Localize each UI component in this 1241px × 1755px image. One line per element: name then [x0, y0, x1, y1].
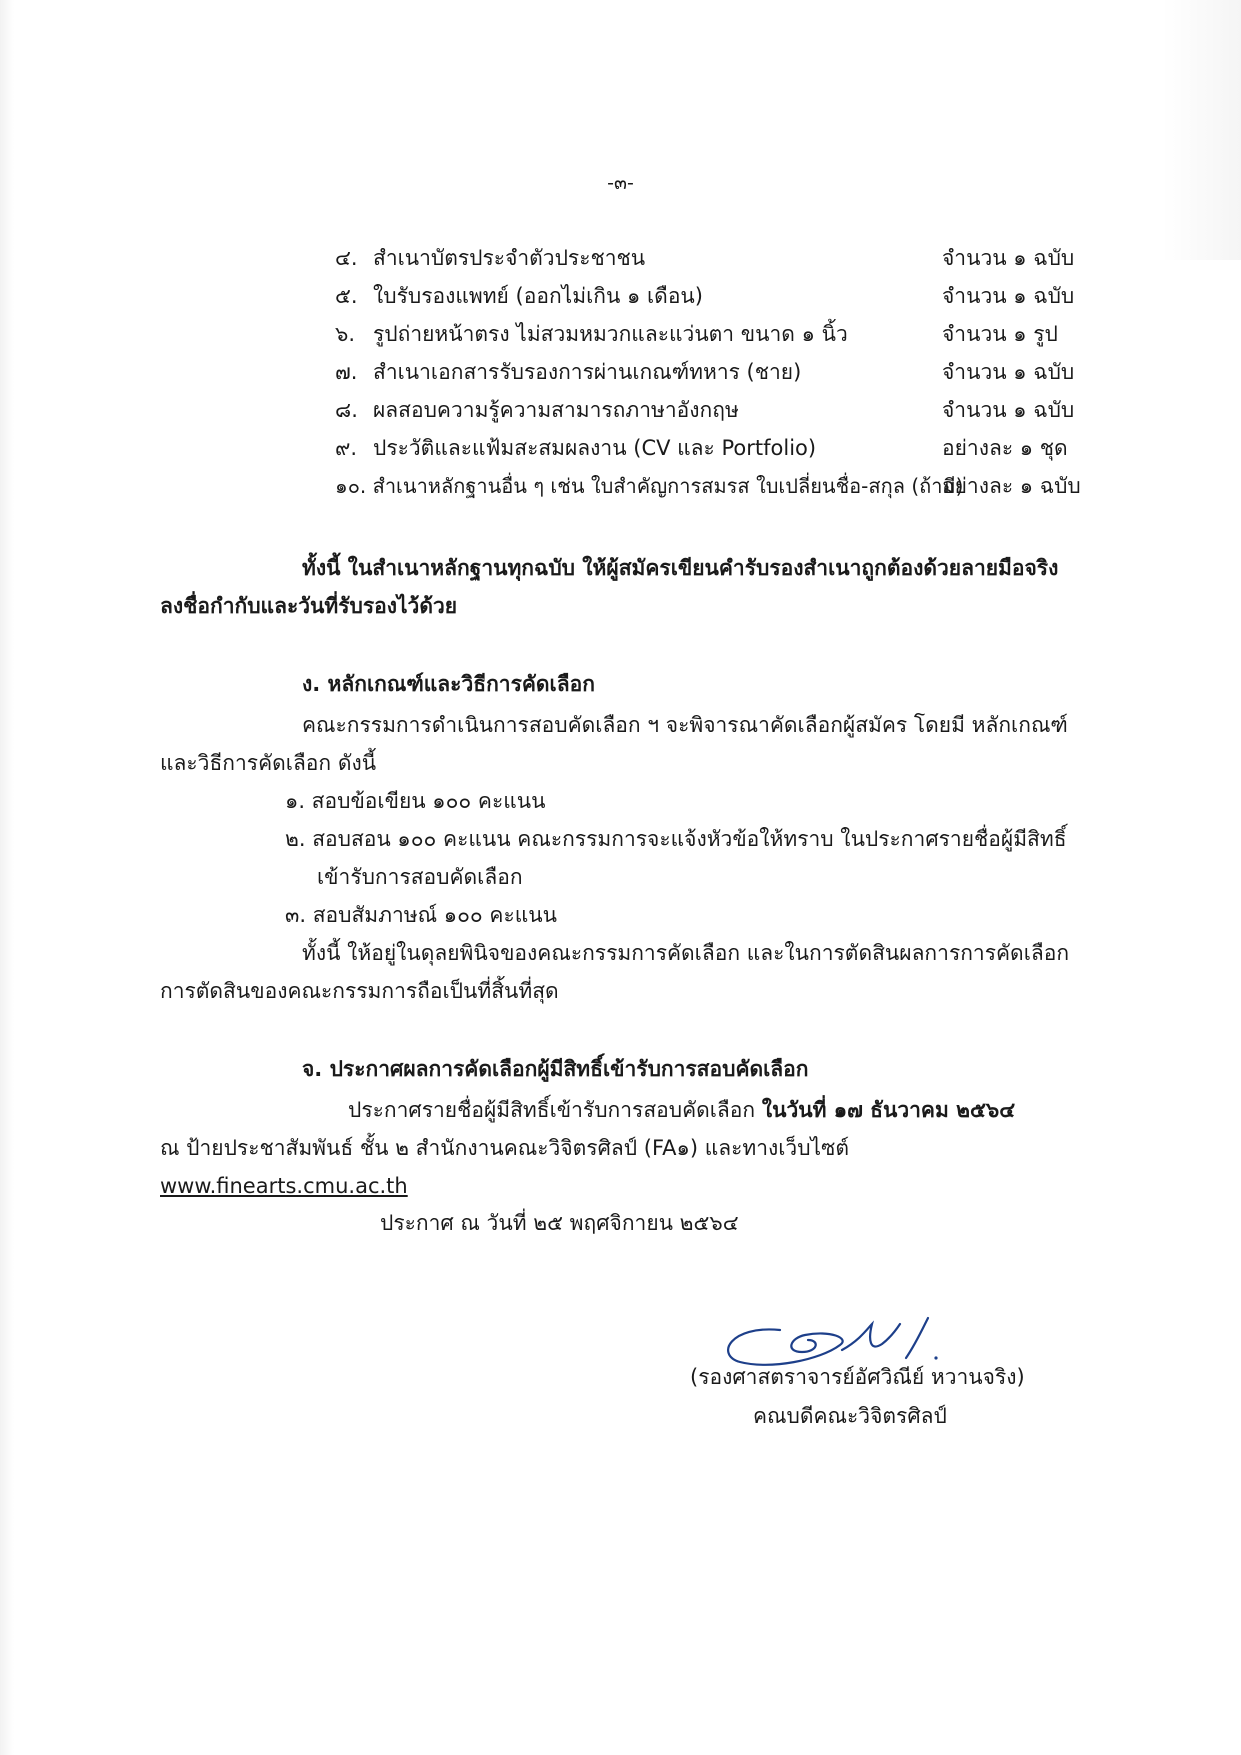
- document-number: ๕.: [335, 284, 358, 308]
- section-e-text: ประกาศรายชื่อผู้มีสิทธิ์เข้ารับการสอบคัดเลือก: [348, 1098, 756, 1122]
- document-quantity: จำนวน ๑ ฉบับ: [942, 246, 1075, 270]
- document-name: ประวัติและแฟ้มสะสมผลงาน (CV และ Portfolio): [373, 436, 817, 460]
- document-number: ๖.: [335, 322, 356, 346]
- document-number: ๗.: [335, 360, 358, 384]
- section-e-body: [160, 1091, 1095, 1205]
- criteria-item-text: ๓. สอบสัมภาษณ์ ๑๐๐ คะแนน: [285, 903, 557, 927]
- document-number: ๙.: [335, 436, 358, 460]
- document-name: ใบรับรองแพทย์ (ออกไม่เกิน ๑ เดือน): [373, 284, 703, 308]
- signatory-name: (รองศาสตราจารย์อัศวิณีย์ หวานจริง): [690, 1365, 1025, 1389]
- document-row: [335, 395, 1095, 433]
- document-name: สำเนาบัตรประจำตัวประชาชน: [373, 246, 646, 270]
- document-quantity: จำนวน ๑ ฉบับ: [942, 398, 1075, 422]
- document-quantity: อย่างละ ๑ ชุด: [942, 436, 1068, 460]
- criteria-item: [285, 896, 1095, 934]
- document-quantity: จำนวน ๑ รูป: [942, 322, 1058, 346]
- criteria-item: [285, 820, 1095, 896]
- document-number: ๔.: [335, 246, 358, 270]
- criteria-item-text: ๑. สอบข้อเขียน ๑๐๐ คะแนน: [285, 789, 546, 813]
- document-row: [335, 357, 1095, 395]
- section-e-date: ในวันที่ ๑๗ ธันวาคม ๒๕๖๔: [761, 1098, 1016, 1122]
- required-documents-list: [335, 243, 1095, 509]
- criteria-item: [285, 782, 1095, 820]
- document-row: [335, 281, 1095, 319]
- website-link[interactable]: www.finearts.cmu.ac.th: [160, 1174, 408, 1198]
- document-row: [335, 319, 1095, 357]
- certify-note: ทั้งนี้ ในสำเนาหลักฐานทุกฉบับ ให้ผู้สมัครเขียนคำรับรองสำเนาถูกต้องด้วยลายมือจริงลงชื่อกำกับและวันที่รับรองไว้ด้วย: [160, 556, 1059, 618]
- criteria-list: [285, 782, 1095, 934]
- scan-edge-shadow: [0, 0, 14, 1755]
- criteria-item-continuation: เข้ารับการสอบคัดเลือก: [317, 865, 523, 889]
- document-quantity: จำนวน ๑ ฉบับ: [942, 360, 1075, 384]
- document-name: ผลสอบความรู้ความสามารถภาษาอังกฤษ: [373, 398, 739, 422]
- section-d-heading: ง. หลักเกณฑ์และวิธีการคัดเลือก: [302, 672, 595, 696]
- signatory-position: คณบดีคณะวิจิตรศิลป์: [753, 1404, 947, 1428]
- document-name: ๑๐. สำเนาหลักฐานอื่น ๆ เช่น ใบสำคัญการสมรส ใบเปลี่ยนชื่อ-สกุล (ถ้ามี): [335, 474, 964, 498]
- document-row: [335, 433, 1095, 471]
- section-e-location: ณ ป้ายประชาสัมพันธ์ ชั้น ๒ สำนักงานคณะวิจิตรศิลป์ (FA๑) และทางเว็บไซต์: [160, 1136, 850, 1160]
- criteria-item-text: ๒. สอบสอน ๑๐๐ คะแนน คณะกรรมการจะแจ้งหัวข้อให้ทราบ ในประกาศรายชื่อผู้มีสิทธิ์: [285, 827, 1067, 851]
- document-quantity: อย่างละ ๑ ฉบับ: [942, 474, 1081, 498]
- section-d-closing: ทั้งนี้ ให้อยู่ในดุลยพินิจของคณะกรรมการคัดเลือก และในการตัดสินผลการการคัดเลือกการตัดสินของคณะกรรมการถือเป็นที่สิ้นที่สุด: [160, 941, 1070, 1003]
- page-number: -๓-: [607, 172, 634, 194]
- document-quantity: จำนวน ๑ ฉบับ: [942, 284, 1075, 308]
- document-name: สำเนาเอกสารรับรองการผ่านเกณฑ์ทหาร (ชาย): [373, 360, 802, 384]
- document-row: [335, 243, 1095, 281]
- scan-corner-shadow: [1161, 0, 1241, 260]
- section-d-intro: คณะกรรมการดำเนินการสอบคัดเลือก ฯ จะพิจารณาคัดเลือกผู้สมัคร โดยมี หลักเกณฑ์และวิธีการคัดเลือก ดังนี้: [160, 713, 1068, 775]
- document-name: รูปถ่ายหน้าตรง ไม่สวมหมวกและแว่นตา ขนาด ๑ นิ้ว: [373, 322, 848, 346]
- document-number: ๘.: [335, 398, 358, 422]
- announcement-date: ประกาศ ณ วันที่ ๒๕ พฤศจิกายน ๒๕๖๔: [380, 1211, 739, 1235]
- document-row: [335, 471, 1095, 509]
- section-e-heading: จ. ประกาศผลการคัดเลือกผู้มีสิทธิ์เข้ารับการสอบคัดเลือก: [302, 1057, 809, 1081]
